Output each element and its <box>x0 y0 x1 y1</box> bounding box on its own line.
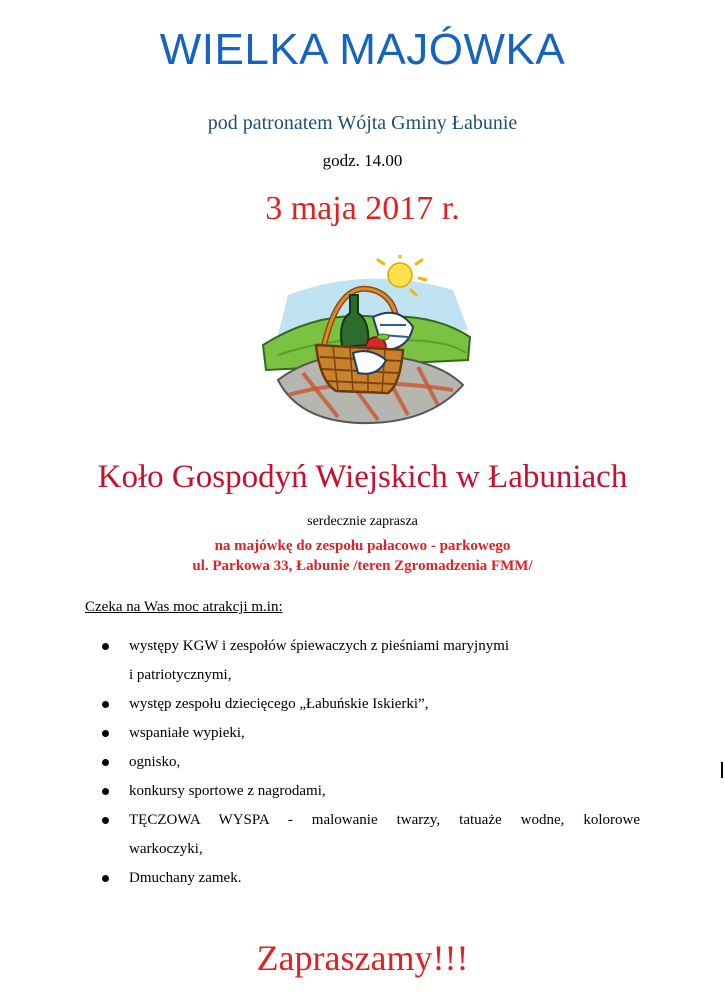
organizer-name: Koło Gospodyń Wiejskich w Łabuniach <box>97 459 628 495</box>
list-item-text: ognisko, <box>129 754 181 770</box>
list-item <box>0 864 725 893</box>
bullet-icon <box>102 759 109 766</box>
list-item-text: występy KGW i zespołów śpiewaczych z pieśniami maryjnymi <box>129 638 510 654</box>
bullet-icon <box>102 875 109 882</box>
patronage-line: pod patronatem Wójta Gminy Łabunie <box>207 112 518 134</box>
bullet-icon <box>102 701 109 708</box>
list-item <box>0 632 725 690</box>
page-edge-mark <box>721 762 723 778</box>
list-item <box>0 777 725 806</box>
bullet-icon <box>102 643 109 650</box>
page-title: WIELKA MAJÓWKA <box>159 25 566 74</box>
event-hour: godz. 14.00 <box>322 151 403 170</box>
event-place: na majówkę do zespołu pałacowo - parkowego <box>214 538 511 554</box>
attractions-list <box>0 632 725 893</box>
list-item-text: TĘCZOWA WYSPA - malowanie twarzy, tatuaże wodne, kolorowe <box>129 812 640 828</box>
event-address: ul. Parkowa 33, Łabunie /teren Zgromadzenia FMM/ <box>192 558 533 574</box>
closing-text: Zapraszamy!!! <box>256 938 469 978</box>
list-item <box>0 806 725 864</box>
list-item-text: konkursy sportowe z nagrodami, <box>129 783 326 799</box>
list-item-text: wspaniałe wypieki, <box>129 725 245 741</box>
list-item-text-continued: warkoczyki, <box>129 841 203 857</box>
list-item <box>0 719 725 748</box>
attractions-intro: Czeka na Was moc atrakcji m.in: <box>85 599 283 615</box>
bullet-icon <box>102 788 109 795</box>
event-date: 3 maja 2017 r. <box>265 190 460 227</box>
list-item-text-continued: i patriotycznymi, <box>129 667 232 683</box>
list-item-text: występ zespołu dziecięcego „Łabuńskie Iskierki”, <box>129 696 429 712</box>
invitation-text: serdecznie zaprasza <box>307 514 418 529</box>
list-item <box>0 748 725 777</box>
bullet-icon <box>102 730 109 737</box>
list-item <box>0 690 725 719</box>
list-item-text: Dmuchany zamek. <box>129 870 242 886</box>
picnic-basket-icon <box>258 255 473 430</box>
bullet-icon <box>102 817 109 824</box>
